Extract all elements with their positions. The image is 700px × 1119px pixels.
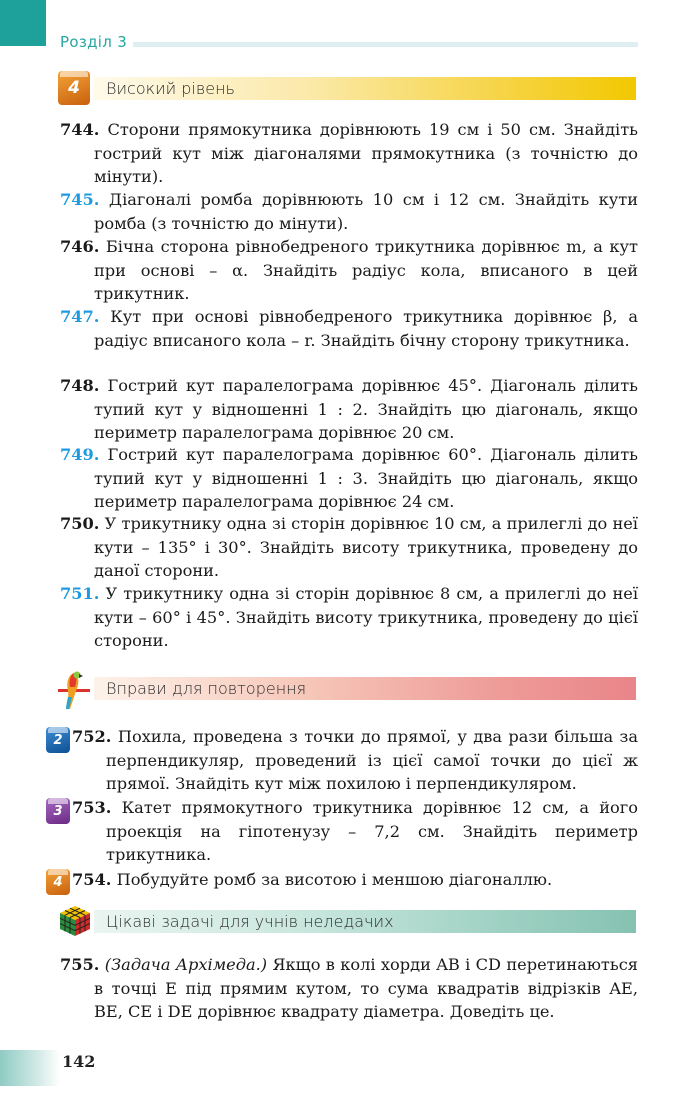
level-3-cube-icon: 3 xyxy=(46,798,70,824)
chapter-corner-block xyxy=(0,0,46,46)
section-title: Вправи для повторення xyxy=(106,679,307,698)
problem-text: Кут при основі рівнобедреного трикутника дорівнює β, а радіус вписаного кола – r. Знайдіть бічну сторону трикутника. xyxy=(94,307,638,350)
problem-text: У трикутнику одна зі сторін дорівнює 10 см, а прилеглі до неї кути – 135° і 30°. Знайдіть висоту трикутника, проведену до даної сторони. xyxy=(94,514,638,580)
problem-number: 749. xyxy=(60,445,100,464)
problem-text: Бічна сторона рівнобедреного трикутника дорівнює m, а кут при основі – α. Знайдіть радіус кола, вписаного в цей трикутник. xyxy=(94,237,638,303)
problem-text: Якщо в колі хорди AB і CD перетинаються в точці E під прямим кутом, то сума квадратів відрізків AE, BE, CE і DE дорівнює квадрату діаметра. Доведіть це. xyxy=(94,955,638,1021)
level-2-marker xyxy=(46,727,70,753)
problem-754 xyxy=(72,868,638,892)
rubiks-cube-icon xyxy=(58,904,92,938)
problem-title: (Задача Архімеда.) xyxy=(104,955,268,974)
problem-number: 752. xyxy=(72,727,112,746)
section-title: Цікаві задачі для учнів неледачих xyxy=(106,912,394,931)
problem-number: 745. xyxy=(60,190,100,209)
level-4-cube-icon xyxy=(58,71,90,105)
section-header-high-level xyxy=(58,77,636,100)
problem-text: Гострий кут паралелограма дорівнює 45°. Діагональ ділить тупий кут у відношенні 1 : 2. Знайдіть цю діагональ, якщо периметр паралелограма дорівнює 20 см. xyxy=(94,376,638,442)
level-2-cube-icon: 2 xyxy=(46,727,70,753)
problem-number: 755. xyxy=(60,955,100,974)
problem-746 xyxy=(60,235,638,306)
footer-gradient xyxy=(0,1050,60,1086)
problem-753 xyxy=(72,796,638,867)
chapter-divider xyxy=(133,42,638,47)
problem-text: Катет прямокутного трикутника дорівнює 12 см, а його проекція на гіпотенузу – 7,2 см. Знайдіть периметр трикутника. xyxy=(106,798,638,864)
problem-text: Діагоналі ромба дорівнюють 10 см і 12 см. Знайдіть кути ромба (з точністю до мінути). xyxy=(94,190,638,233)
problem-number: 754. xyxy=(72,870,112,889)
parrot-icon xyxy=(58,669,92,711)
problem-749 xyxy=(60,443,638,514)
problem-752 xyxy=(72,725,638,796)
problem-750 xyxy=(60,512,638,583)
problem-text: У трикутнику одна зі сторін дорівнює 8 см, а прилеглі до неї кути – 60° і 45°. Знайдіть висоту трикутника, проведену до цієї сторони. xyxy=(94,584,638,650)
problem-number: 753. xyxy=(72,798,112,817)
level-4-marker xyxy=(46,869,70,895)
problem-text: Похила, проведена з точки до прямої, у два рази більша за перпендикуляр, проведений із цієї самої точки до цієї ж прямої. Знайдіть кут між похилою і перпендикуляром. xyxy=(106,727,638,793)
problem-747 xyxy=(60,305,638,352)
level-4-cube-icon: 4 xyxy=(46,869,70,895)
problem-745 xyxy=(60,188,638,235)
section-header-fun xyxy=(58,910,636,933)
problem-text: Побудуйте ромб за висотою і меншою діагоналлю. xyxy=(116,870,553,889)
problem-text: Сторони прямокутника дорівнюють 19 см і 50 см. Знайдіть гострий кут між діагоналями прямокутника (з точністю до мінути). xyxy=(94,120,638,186)
problem-number: 746. xyxy=(60,237,100,256)
section-title: Високий рівень xyxy=(106,79,235,98)
section-header-review xyxy=(58,677,636,700)
problem-748 xyxy=(60,374,638,445)
problem-751 xyxy=(60,582,638,653)
chapter-label: Розділ 3 xyxy=(60,33,128,51)
page-number: 142 xyxy=(62,1052,96,1071)
level-3-marker xyxy=(46,798,70,824)
level-digit: 4 xyxy=(68,78,80,98)
problem-744 xyxy=(60,118,638,189)
problem-number: 748. xyxy=(60,376,100,395)
problem-number: 744. xyxy=(60,120,100,139)
problem-number: 750. xyxy=(60,514,100,533)
problem-number: 747. xyxy=(60,307,100,326)
problem-number: 751. xyxy=(60,584,100,603)
problem-755 xyxy=(60,953,638,1024)
problem-text: Гострий кут паралелограма дорівнює 60°. Діагональ ділить тупий кут у відношенні 1 : 3. Знайдіть цю діагональ, якщо периметр паралелограма дорівнює 24 см. xyxy=(94,445,638,511)
